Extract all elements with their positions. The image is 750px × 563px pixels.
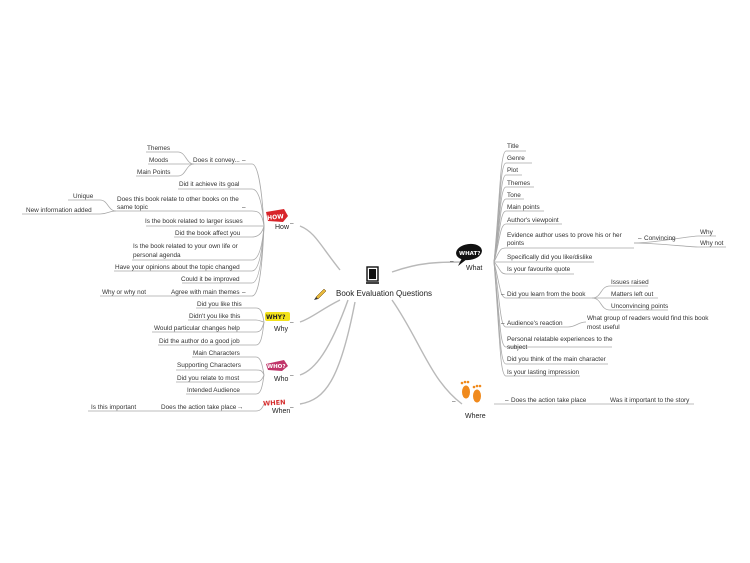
why-item[interactable]: Didn't you like this: [189, 313, 241, 320]
collapse-toggle-convey[interactable]: –: [242, 157, 246, 164]
how-convey-child[interactable]: Moods: [149, 157, 169, 164]
who-item[interactable]: Intended Audience: [187, 387, 240, 394]
what-item[interactable]: Author's viewpoint: [507, 217, 559, 224]
collapse-toggle-audience[interactable]: –: [501, 320, 505, 327]
collapse-toggle-why[interactable]: –: [290, 319, 294, 326]
how-relate-child[interactable]: Unique: [73, 193, 94, 200]
where-child[interactable]: Was it important to the story: [610, 397, 690, 404]
branch-who[interactable]: [177, 350, 294, 394]
how-item[interactable]: Did the book affect you: [175, 230, 241, 237]
how-relate-child[interactable]: New information added: [26, 207, 92, 214]
how-convey-child[interactable]: Main Points: [137, 169, 171, 176]
what-learn-child[interactable]: Unconvincing points: [611, 303, 669, 310]
how-item[interactable]: Does this book relate to other books on the: [117, 196, 239, 203]
what-item[interactable]: Title: [507, 143, 519, 150]
footprints-icon: [461, 381, 482, 403]
what-item[interactable]: Is your lasting impression: [507, 369, 580, 376]
who-item[interactable]: Main Characters: [193, 350, 240, 357]
book-icon: [366, 267, 379, 283]
how-item[interactable]: personal agenda: [133, 252, 181, 259]
what-item[interactable]: subject: [507, 344, 528, 351]
central-topic-title: Book Evaluation Questions: [336, 289, 433, 298]
how-graffiti-icon: [266, 209, 288, 222]
collapse-toggle-convincing[interactable]: –: [638, 235, 642, 242]
how-item[interactable]: same topic: [117, 204, 148, 211]
what-icon-text: WHAT?: [459, 251, 481, 257]
when-icon-text: WHEN: [262, 398, 286, 408]
who-item[interactable]: Supporting Characters: [177, 362, 241, 369]
branch-what-label: What: [466, 265, 483, 272]
how-agree-child[interactable]: Why or why not: [102, 289, 147, 296]
what-item[interactable]: Did you learn from the book: [507, 291, 586, 298]
why-item[interactable]: Would particular changes help: [154, 325, 240, 332]
what-item[interactable]: Plot: [507, 167, 519, 174]
branch-why[interactable]: [154, 301, 294, 345]
when-child[interactable]: Is this important: [91, 404, 137, 411]
how-icon-text: HOW: [266, 213, 285, 222]
how-item[interactable]: Does it convey...: [193, 157, 240, 164]
what-audience-child[interactable]: most useful: [587, 324, 620, 331]
pencil-icon: [314, 289, 326, 300]
how-item[interactable]: Have your opinions about the topic changed: [115, 264, 240, 271]
who-icon-text: WHO?: [267, 364, 286, 370]
who-graffiti-icon: [266, 360, 288, 371]
how-item[interactable]: Could it be improved: [181, 276, 240, 283]
collapse-toggle-agree[interactable]: –: [242, 289, 246, 296]
what-learn-child[interactable]: Issues raised: [611, 279, 649, 286]
why-item[interactable]: Did you like this: [197, 301, 242, 308]
what-learn-child[interactable]: Matters left out: [611, 291, 654, 298]
central-topic[interactable]: [314, 267, 432, 300]
branch-what[interactable]: [450, 143, 724, 376]
what-item[interactable]: Did you think of the main character: [507, 356, 606, 363]
what-convincing-child[interactable]: Why not: [700, 240, 724, 247]
how-convey-child[interactable]: Themes: [147, 145, 171, 152]
why-icon-text: WHY?: [266, 314, 286, 321]
what-item[interactable]: Specifically did you like/dislike: [507, 254, 593, 261]
branch-how[interactable]: [26, 145, 294, 296]
branch-how-label: How: [275, 224, 290, 231]
what-convincing-child[interactable]: Why: [700, 229, 713, 236]
branch-who-label: Who: [274, 376, 289, 383]
collapse-toggle-relate[interactable]: –: [242, 204, 246, 211]
collapse-toggle-who[interactable]: –: [290, 372, 294, 379]
branch-why-label: Why: [274, 326, 288, 333]
what-item[interactable]: Evidence author uses to prove his or her: [507, 232, 622, 239]
what-item[interactable]: points: [507, 240, 525, 247]
how-item[interactable]: Agree with main themes: [171, 289, 240, 296]
why-graffiti-icon: [265, 312, 290, 321]
collapse-toggle-how[interactable]: –: [290, 220, 294, 227]
branch-where-label: Where: [465, 413, 486, 420]
why-item[interactable]: Did the author do a good job: [159, 338, 240, 345]
what-item[interactable]: Main points: [507, 204, 540, 211]
what-item[interactable]: Themes: [507, 180, 531, 187]
collapse-toggle-where[interactable]: –: [452, 398, 456, 405]
where-item[interactable]: Does the action take place: [511, 397, 587, 404]
collapse-toggle-where-action[interactable]: –: [505, 397, 509, 404]
collapse-toggle-when[interactable]: –: [290, 404, 294, 411]
branch-where[interactable]: [452, 381, 690, 420]
collapse-toggle-what[interactable]: –: [450, 258, 454, 265]
collapse-toggle-when-action[interactable]: →: [237, 404, 244, 411]
what-item[interactable]: Is your favourite quote: [507, 266, 571, 273]
what-convincing[interactable]: Convincing: [644, 235, 676, 242]
who-item[interactable]: Did you relate to most: [177, 375, 240, 382]
when-graffiti-icon: [263, 398, 286, 408]
how-item[interactable]: Is the book related to your own life or: [133, 243, 238, 250]
collapse-toggle-learn[interactable]: –: [501, 291, 505, 298]
branch-when-label: When: [272, 408, 291, 415]
how-item[interactable]: Is the book related to larger issues: [145, 218, 243, 225]
when-item[interactable]: Does the action take place: [161, 404, 237, 411]
what-audience-child[interactable]: What group of readers would find this book: [587, 315, 709, 322]
what-item[interactable]: Personal relatable experiences to the: [507, 336, 613, 343]
what-item[interactable]: Audience's reaction: [507, 320, 563, 327]
branch-when[interactable]: [91, 398, 294, 415]
how-item[interactable]: Did it achieve its goal: [179, 181, 240, 188]
what-item[interactable]: Tone: [507, 192, 521, 199]
what-item[interactable]: Genre: [507, 155, 525, 162]
